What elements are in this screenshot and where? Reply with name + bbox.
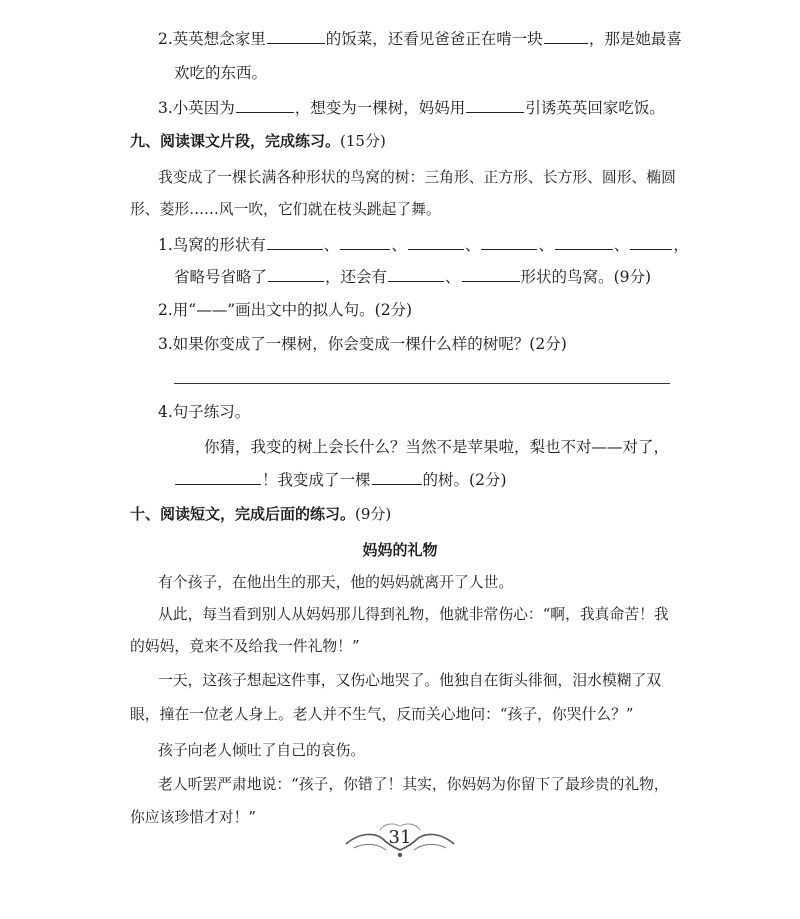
q9-item3-text: 3.如果你变成了一棵树，你会变成一棵什么样的树呢？ (158, 335, 530, 353)
q9-item2 (158, 300, 412, 320)
q8-item2-blank-2[interactable] (544, 28, 588, 44)
story-paragraph-2-line1: 从此，每当看到别人从妈妈那儿得到礼物，他就非常伤心：“啊，我真命苦！我 (158, 606, 669, 623)
page-number: 31 (388, 827, 412, 848)
q9-item1-sep-4: 、 (538, 236, 554, 254)
q9-item3-answer-line[interactable] (174, 383, 670, 384)
story-paragraph-3-line2: 眼，撞在一位老人身上。老人并不生气，反而关心地问：“孩子，你哭什么？” (130, 706, 634, 723)
q9-heading (130, 131, 386, 151)
q9-item2-score: (2分) (374, 301, 413, 319)
story-paragraph-5-line1: 老人听罢严肃地说：“孩子，你错了！其实，你妈妈为你留下了最珍贵的礼物， (158, 776, 669, 793)
q9-item4-text-c: ！我变成了一棵 (262, 471, 371, 489)
q9-item1-text-a: 1.鸟窝的形状有 (158, 236, 266, 254)
q9-item3-score: (2分) (529, 335, 567, 353)
page-footer (340, 818, 460, 862)
q9-item4-blank-1[interactable] (175, 469, 261, 485)
q8-item3-blank-1[interactable] (236, 97, 294, 113)
story-paragraph-4: 孩子向老人倾吐了自己的哀伤。 (158, 742, 366, 759)
q9-passage-line1: 我变成了一棵长满各种形状的鸟窝的树：三角形、正方形、长方形、圆形、椭圆 (158, 169, 676, 186)
q8-item3-text-b: ，想变为一棵树，妈妈用 (294, 99, 466, 117)
q9-item4-text-d: 的树。 (422, 471, 470, 489)
q8-item2-text-b: 的饭菜，还看见爸爸正在啃一块 (325, 30, 543, 48)
q9-item1-blank-8[interactable] (388, 266, 444, 282)
q8-item2-line2: 欢吃的东西。 (174, 64, 268, 82)
q9-item1-sep-3: 、 (464, 236, 481, 254)
q9-item1-text-e: 形状的鸟窝。 (520, 268, 614, 286)
q8-item3-blank-2[interactable] (466, 97, 524, 113)
story-paragraph-2-line2: 的妈妈，竟来不及给我一件礼物！” (130, 638, 360, 655)
q9-item1-blank-5[interactable] (555, 234, 613, 250)
q9-item1-sep-1: 、 (323, 236, 340, 254)
q9-item1-blank-2[interactable] (340, 234, 390, 250)
q9-item1-blank-4[interactable] (481, 234, 537, 250)
q9-passage-line2: 形、菱形……风一吹，它们就在枝头跳起了舞。 (130, 201, 441, 218)
q9-item4-sentence: 你猜，我变的树上会长什么？当然不是苹果啦，梨也不对——对了， (204, 438, 670, 456)
q9-item1-end: ， (673, 236, 689, 254)
q8-item3 (158, 97, 665, 118)
q9-item4-label: 4.句子练习。 (158, 403, 251, 421)
story-paragraph-1: 有个孩子，在他出生的那天，他的妈妈就离开了人世。 (158, 574, 514, 591)
q9-item1-blank-1[interactable] (267, 234, 323, 250)
q10-score: (9分) (355, 505, 392, 523)
q9-item1-line2 (174, 266, 651, 287)
q9-score: (15分) (340, 132, 386, 150)
q8-item2-line1 (158, 28, 682, 49)
q9-item1-text-b: 省略号省略了 (174, 268, 268, 286)
q9-item1-text-c: ，还会有 (325, 268, 388, 286)
q9-item1-line1 (158, 234, 689, 255)
q8-item2-text-c: ，那是她最喜 (588, 30, 682, 48)
q9-item4-line2 (174, 469, 507, 490)
q9-item1-score: (9分) (613, 268, 652, 286)
q8-item3-text-c: 引诱英英回家吃饭。 (525, 99, 665, 117)
q9-item1-blank-9[interactable] (462, 266, 520, 282)
q9-heading-text: 九、阅读课文片段，完成练习。 (130, 132, 341, 150)
story-title: 妈妈的礼物 (362, 541, 438, 559)
q9-item2-text: 2.用“——”画出文中的拟人句。 (158, 301, 375, 319)
q10-heading-text: 十、阅读短文，完成后面的练习。 (130, 505, 356, 523)
q9-item3 (158, 334, 567, 354)
story-paragraph-5-line2: 你应该珍惜才对！” (130, 809, 256, 826)
q9-item4-score: (2分) (469, 471, 507, 489)
q9-item1-text-d: 、 (445, 268, 461, 286)
q10-heading (130, 504, 391, 524)
q9-item1-blank-3[interactable] (408, 234, 464, 250)
q8-item2-text-a: 2.英英想念家里 (158, 30, 266, 48)
q8-item2-blank-1[interactable] (267, 28, 325, 44)
q9-item1-sep-2: 、 (391, 236, 407, 254)
q9-item1-sep-5: 、 (613, 236, 630, 254)
q8-item3-text-a: 3.小英因为 (158, 99, 235, 117)
q9-item4-blank-2[interactable] (372, 469, 422, 485)
q9-item1-blank-7[interactable] (268, 266, 324, 282)
q9-item1-blank-6[interactable] (630, 234, 672, 250)
story-paragraph-3-line1: 一天，这孩子想起这件事，又伤心地哭了。他独自在街头徘徊，泪水模糊了双 (158, 672, 662, 689)
